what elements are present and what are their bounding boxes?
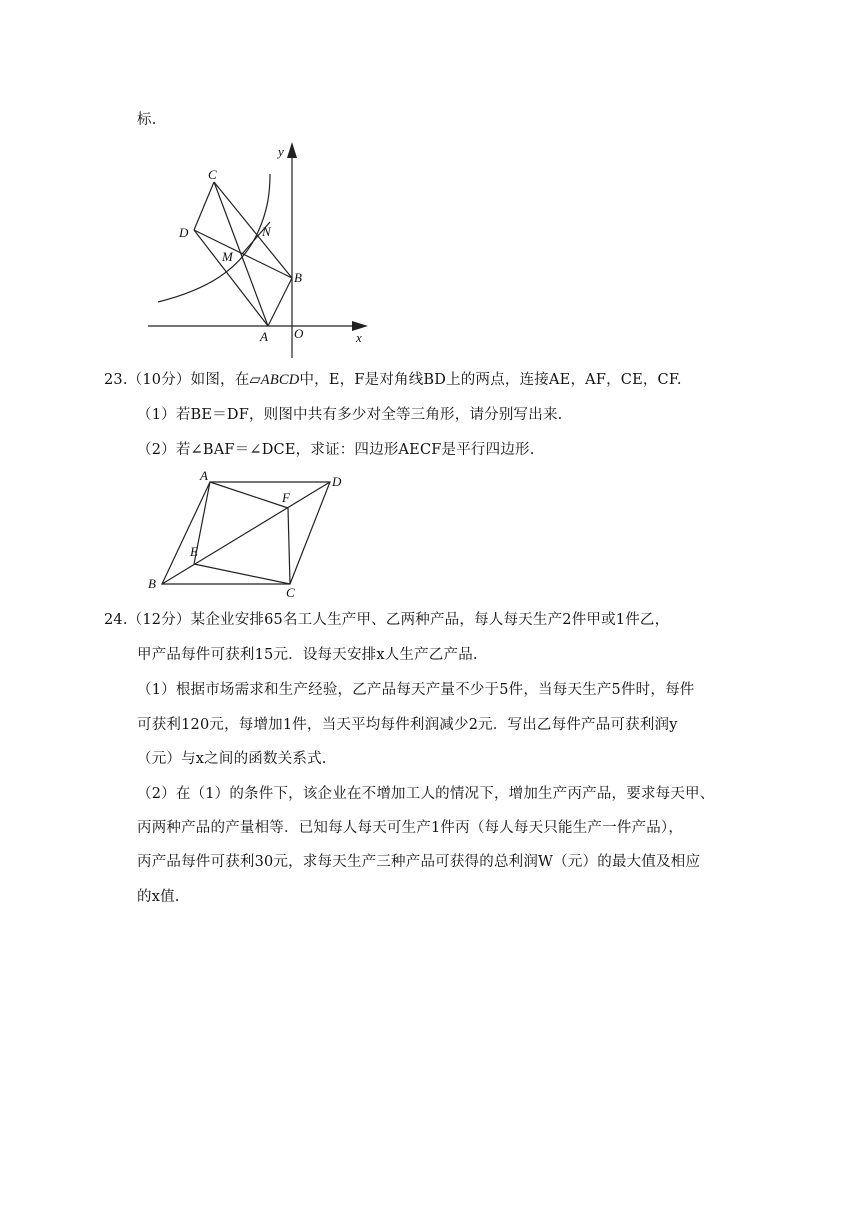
- label-x: x: [356, 330, 362, 345]
- q24-stem-line1: 某企业安排65名工人生产甲、乙两种产品，每人每天生产2件甲或1件乙，: [190, 612, 670, 628]
- q24-p2-line2: 丙两种产品的产量相等．已知每人每天可生产1件丙（每人每天只能生产一件产品），: [137, 820, 684, 836]
- q23-stem-name: ABCD: [260, 372, 300, 388]
- q23-stem-suffix: 中，E，F是对角线BD上的两点，连接AE，AF，CE，CF.: [299, 372, 682, 388]
- text-fragment: 标.: [137, 112, 157, 128]
- q23-stem: [104, 370, 682, 390]
- parallelogram-icon: ▱: [249, 372, 261, 388]
- q24-p2-line3: 丙产品每件可获利30元，求每天生产三种产品可获得的总利润W（元）的最大值及相应: [137, 854, 701, 870]
- q24-line2: 甲产品每件可获利15元．设每天安排x人生产乙产品.: [137, 647, 478, 663]
- q24-number: 24.: [104, 612, 128, 628]
- q23-points: （10分）: [127, 372, 191, 388]
- label-y: y: [278, 144, 284, 159]
- label-O: O: [294, 326, 304, 341]
- label-C: C: [208, 167, 217, 182]
- q23-part1: （1）若BE＝DF，则图中共有多少对全等三角形，请分别写出来.: [137, 407, 563, 423]
- q24-points: （12分）: [127, 612, 191, 628]
- q24-p2-line1: （2）在（1）的条件下，该企业在不增加工人的情况下，增加生产丙产品，要求每天甲、: [137, 786, 715, 802]
- q24-p1-line1: （1）根据市场需求和生产经验，乙产品每天产量不少于5件，当每天生产5件时，每件: [137, 682, 695, 698]
- label-N: N: [262, 224, 271, 239]
- q24-line1: [104, 610, 669, 630]
- q24-p1-line2: 可获利120元，每增加1件，当天平均每件利润减少2元．写出乙每件产品可获利润y: [137, 717, 678, 733]
- hyperbola-curve: [158, 174, 270, 302]
- label-C: C: [286, 585, 295, 600]
- y-axis-arrow: [287, 142, 297, 158]
- q23-part2: （2）若∠BAF＝∠DCE，求证：四边形AECF是平行四边形.: [137, 442, 535, 458]
- q23-stem-prefix: 如图，在: [190, 372, 250, 388]
- q24-p2-line4: 的x值.: [137, 889, 180, 905]
- label-D: D: [179, 225, 189, 240]
- label-B: B: [294, 270, 302, 285]
- figure-parallelogram: [144, 466, 354, 600]
- label-F: F: [282, 490, 290, 505]
- label-A: A: [260, 329, 268, 344]
- label-B: B: [148, 576, 156, 591]
- q23-number: 23.: [104, 372, 128, 388]
- label-M: M: [222, 249, 233, 264]
- figure-coordinate-diagram: [146, 140, 376, 360]
- label-E: E: [190, 544, 198, 559]
- label-D: D: [332, 474, 342, 489]
- label-A: A: [200, 468, 208, 483]
- q24-p1-line3: （元）与x之间的函数关系式.: [137, 751, 327, 767]
